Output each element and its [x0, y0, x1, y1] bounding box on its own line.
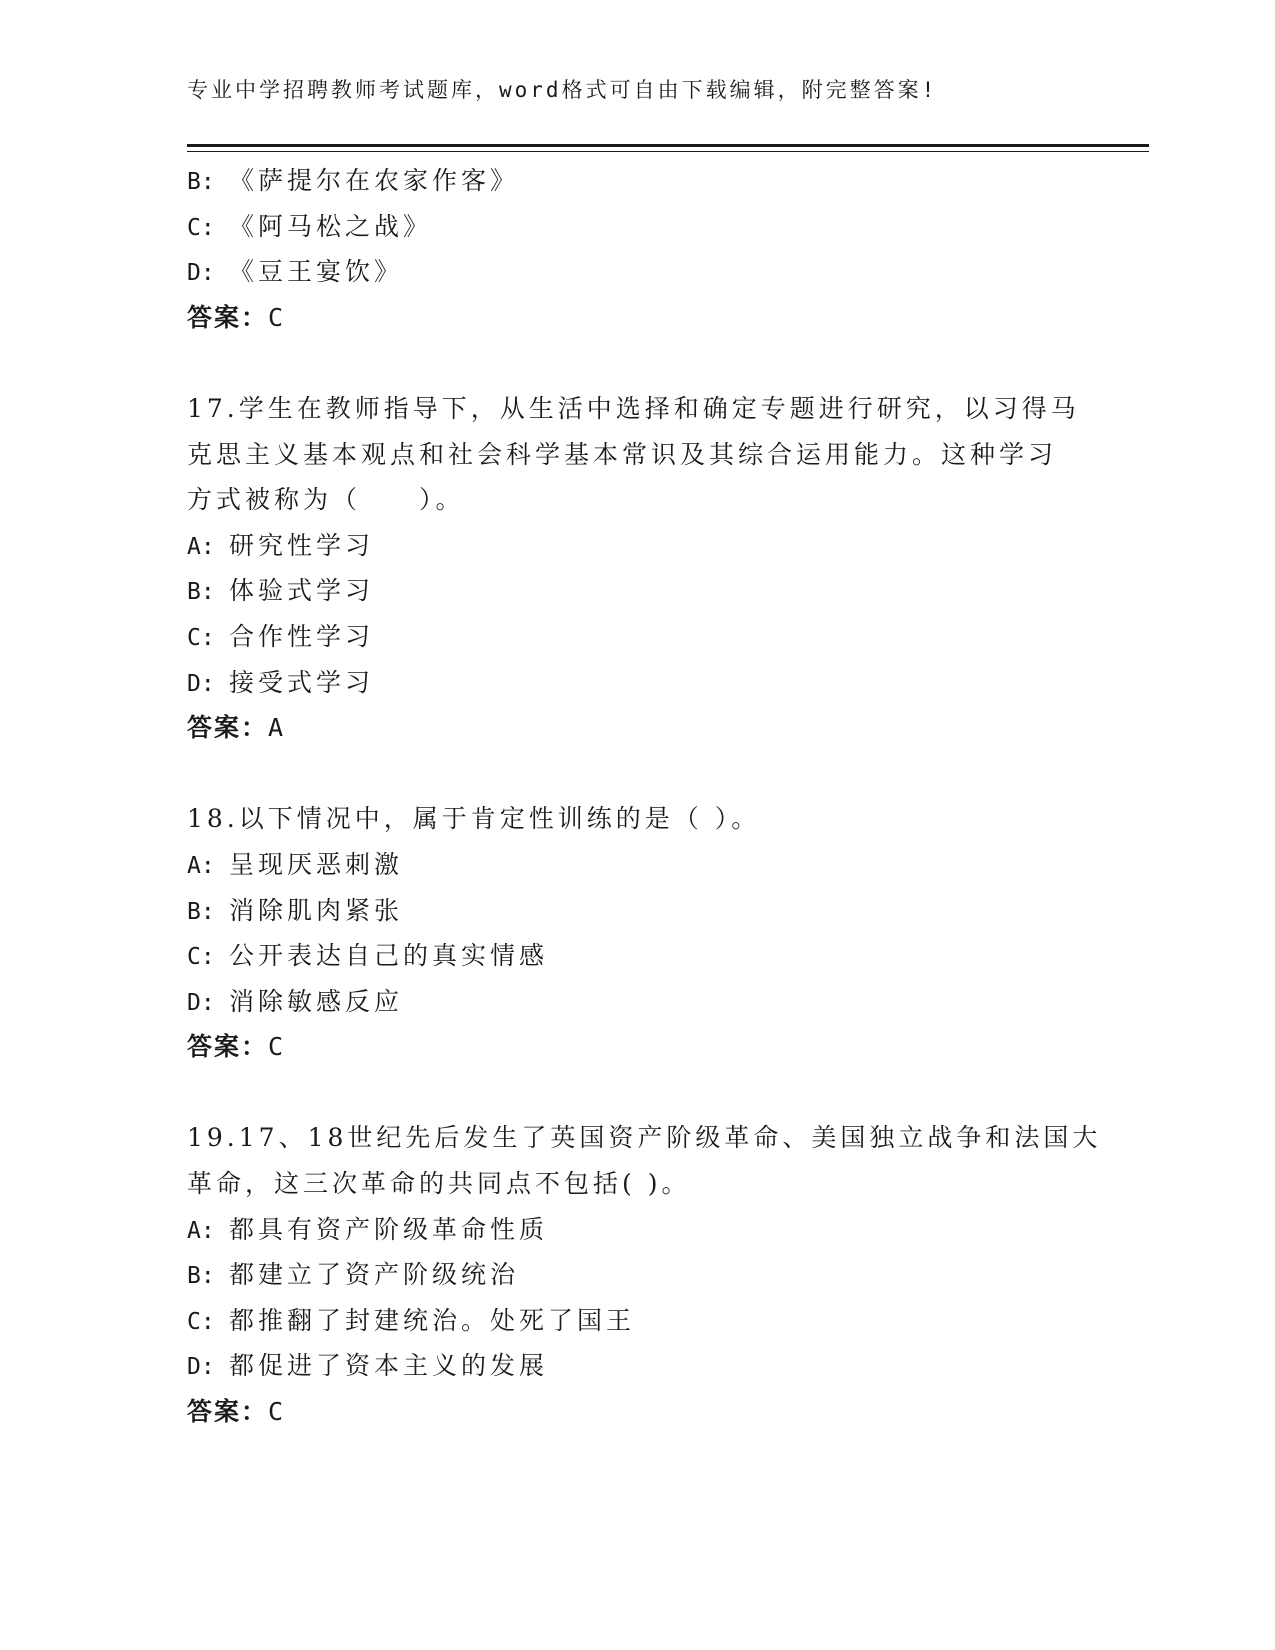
option-text: 都促进了资本主义的发展 [229, 1351, 549, 1381]
question-stem-line: 方式被称为（ ）。 [187, 485, 465, 515]
answer-value: C [268, 1397, 286, 1427]
option-letter: A: [187, 533, 215, 560]
question-17 [187, 386, 1087, 751]
answer-value: A [268, 713, 286, 743]
answer-line [187, 705, 1087, 751]
option-letter: B: [187, 1263, 215, 1290]
question-content [187, 158, 1102, 1435]
option-letter: B: [187, 898, 215, 925]
question-stem-line: 克思主义基本观点和社会科学基本常识及其综合运用能力。这种学习 [187, 439, 1058, 469]
option-d [187, 660, 1087, 706]
option-letter: D: [187, 670, 215, 697]
option-text: 研究性学习 [229, 530, 375, 560]
option-a [187, 523, 1087, 569]
option-d [187, 249, 1087, 295]
question-stem-line: 18.以下情况中，属于肯定性训练的是（ ）。 [187, 804, 761, 834]
option-text: 消除敏感反应 [229, 986, 404, 1016]
option-letter: C: [187, 214, 215, 241]
option-text: 接受式学习 [229, 667, 375, 697]
option-text: 公开表达自己的真实情感 [229, 941, 549, 971]
spacer [187, 751, 1087, 797]
answer-label: 答案： [187, 713, 269, 743]
option-text: 《萨提尔在农家作客》 [229, 166, 520, 195]
answer-label: 答案： [187, 1397, 269, 1427]
option-letter: D: [187, 1354, 215, 1381]
option-letter: A: [187, 852, 215, 879]
option-letter: D: [187, 989, 215, 1016]
header-rule-thick [187, 144, 1149, 147]
answer-line [187, 1389, 1087, 1435]
question-stem-line: 17.学生在教师指导下，从生活中选择和确定专题进行研究，以习得马 [187, 393, 1080, 423]
answer-label: 答案： [187, 302, 269, 332]
option-letter: B: [187, 169, 215, 195]
option-d [187, 979, 1087, 1025]
option-text: 都建立了资产阶级统治 [229, 1260, 520, 1290]
prev-question [187, 158, 1087, 340]
option-letter: C: [187, 1308, 215, 1335]
option-a [187, 1207, 1087, 1253]
option-b [187, 158, 1087, 204]
answer-value: C [268, 302, 286, 332]
option-c [187, 933, 1087, 979]
option-text: 《阿马松之战》 [229, 211, 433, 241]
option-c [187, 204, 1087, 250]
option-text: 呈现厌恶刺激 [229, 849, 404, 879]
option-text: 消除肌肉紧张 [229, 895, 404, 925]
question-stem-line: 19.17、18世纪先后发生了英国资产阶级革命、美国独立战争和法国大 [187, 1123, 1102, 1153]
document-header: 专业中学招聘教师考试题库，word格式可自由下载编辑，附完整答案! [187, 78, 938, 102]
question-19 [187, 1115, 1102, 1434]
option-letter: C: [187, 944, 215, 971]
spacer [187, 1070, 1087, 1116]
option-text: 《豆王宴饮》 [229, 257, 404, 287]
question-18 [187, 796, 1087, 1070]
question-stem-line: 革命，这三次革命的共同点不包括( )。 [187, 1169, 691, 1199]
option-b [187, 888, 1087, 934]
option-letter: B: [187, 579, 215, 606]
option-text: 体验式学习 [229, 576, 375, 606]
answer-line [187, 1024, 1087, 1070]
option-letter: C: [187, 624, 215, 651]
option-text: 都具有资产阶级革命性质 [229, 1214, 549, 1244]
answer-value: C [268, 1032, 286, 1062]
option-letter: A: [187, 1217, 215, 1244]
option-c [187, 1298, 1087, 1344]
option-text: 合作性学习 [229, 621, 375, 651]
option-d [187, 1343, 1087, 1389]
option-b [187, 568, 1087, 614]
option-letter: D: [187, 260, 215, 287]
option-b [187, 1252, 1087, 1298]
header-rule-thin [187, 151, 1149, 152]
answer-line [187, 295, 1087, 341]
option-a [187, 842, 1087, 888]
spacer [187, 340, 1087, 386]
answer-label: 答案： [187, 1032, 269, 1062]
option-c [187, 614, 1087, 660]
option-text: 都推翻了封建统治。处死了国王 [229, 1305, 636, 1335]
